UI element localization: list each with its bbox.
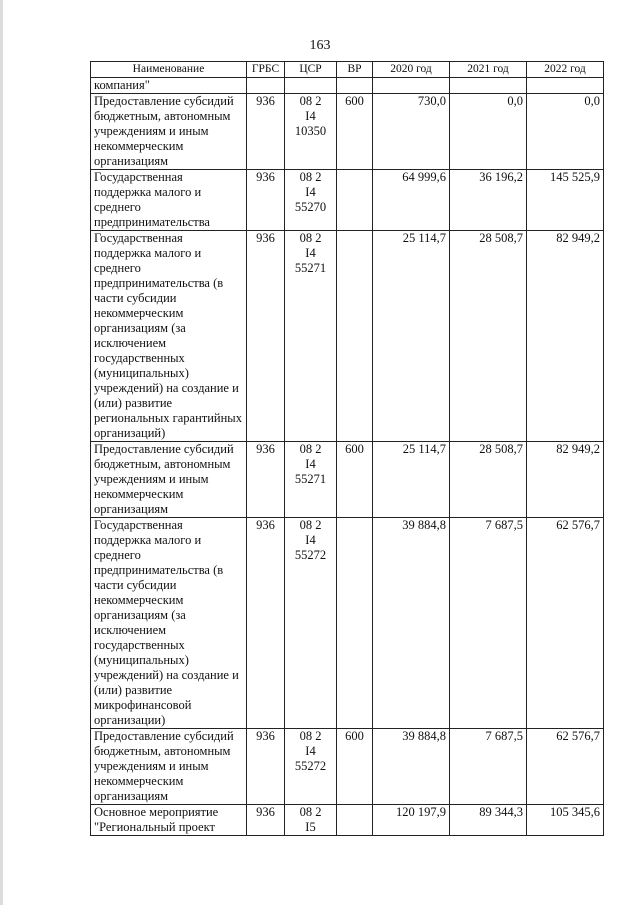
row-2022-cell: 62 576,7 — [527, 729, 604, 805]
row-2021-cell — [450, 78, 527, 94]
row-2022-cell: 0,0 — [527, 94, 604, 170]
row-2021-cell: 7 687,5 — [450, 518, 527, 729]
row-2021-cell: 89 344,3 — [450, 805, 527, 836]
row-2021-cell: 0,0 — [450, 94, 527, 170]
row-2022-cell — [527, 78, 604, 94]
column-header-2021: 2021 год — [450, 62, 527, 78]
row-grbs-cell: 936 — [247, 231, 285, 442]
csr-code-part: I5 — [305, 820, 316, 834]
page-number: 163 — [309, 38, 331, 53]
row-vr-cell: 600 — [337, 729, 373, 805]
column-header-csr: ЦСР — [285, 62, 337, 78]
row-2020-cell: 39 884,8 — [373, 729, 450, 805]
row-csr-cell — [285, 170, 337, 231]
csr-code-part: 08 2 — [299, 805, 322, 819]
row-2020-cell — [373, 78, 450, 94]
row-2022-cell: 105 345,6 — [527, 805, 604, 836]
row-csr-cell — [285, 518, 337, 729]
row-grbs-cell: 936 — [247, 518, 285, 729]
csr-code-part: 08 2 — [299, 518, 322, 532]
row-2021-cell: 7 687,5 — [450, 729, 527, 805]
row-grbs-cell: 936 — [247, 729, 285, 805]
csr-code-part: I4 — [305, 533, 316, 547]
table-body — [91, 78, 604, 836]
csr-code-part: I4 — [305, 109, 316, 123]
column-header-2020: 2020 год — [373, 62, 450, 78]
row-csr-cell — [285, 442, 337, 518]
column-header-name: Наименование — [91, 62, 247, 78]
row-vr-cell — [337, 78, 373, 94]
column-header-2022: 2022 год — [527, 62, 604, 78]
table-row — [91, 805, 604, 836]
row-name-cell: Предоставление субсидий бюджетным, автономным учреждениям и иным некоммерческим организациям — [91, 94, 247, 170]
row-name-cell: Государственная поддержка малого и среднего предпринимательства (в части субсидии некоммерческим организациям (за исключением государственных (муниципальных) учреждений) на создание и (или) развитие микрофинансовой организации) — [91, 518, 247, 729]
csr-code-part: 55272 — [294, 548, 327, 562]
csr-code-part: 08 2 — [299, 231, 322, 245]
table-row — [91, 78, 604, 94]
row-csr-cell — [285, 729, 337, 805]
csr-code-part: I4 — [305, 744, 316, 758]
row-grbs-cell — [247, 78, 285, 94]
row-2021-cell: 28 508,7 — [450, 442, 527, 518]
row-grbs-cell: 936 — [247, 94, 285, 170]
column-header-vr: ВР — [337, 62, 373, 78]
row-2020-cell: 25 114,7 — [373, 231, 450, 442]
csr-code-part: 08 2 — [299, 729, 322, 743]
column-header-grbs: ГРБС — [247, 62, 285, 78]
csr-code-part: 08 2 — [299, 170, 322, 184]
row-2022-cell: 82 949,2 — [527, 231, 604, 442]
table-row — [91, 442, 604, 518]
table-header-row — [91, 62, 604, 78]
table-row — [91, 94, 604, 170]
row-2021-cell: 36 196,2 — [450, 170, 527, 231]
csr-code-part: I4 — [305, 246, 316, 260]
csr-code-part: 55272 — [294, 759, 327, 773]
table-row — [91, 518, 604, 729]
row-2020-cell: 120 197,9 — [373, 805, 450, 836]
row-name-cell: компания" — [91, 78, 247, 94]
row-csr-cell — [285, 805, 337, 836]
row-2020-cell: 39 884,8 — [373, 518, 450, 729]
row-2021-cell: 28 508,7 — [450, 231, 527, 442]
row-csr-cell — [285, 231, 337, 442]
row-vr-cell: 600 — [337, 94, 373, 170]
csr-code-part: 55270 — [294, 200, 327, 214]
row-2020-cell: 25 114,7 — [373, 442, 450, 518]
row-2022-cell: 62 576,7 — [527, 518, 604, 729]
row-2022-cell: 82 949,2 — [527, 442, 604, 518]
csr-code-part: 10350 — [294, 124, 327, 138]
csr-code-part: I4 — [305, 457, 316, 471]
scan-edge — [0, 0, 3, 905]
row-vr-cell — [337, 170, 373, 231]
table-row — [91, 729, 604, 805]
csr-code-part: 55271 — [294, 472, 327, 486]
csr-code-part: 08 2 — [299, 442, 322, 456]
row-name-cell: Предоставление субсидий бюджетным, автономным учреждениям и иным некоммерческим организациям — [91, 442, 247, 518]
table-row — [91, 231, 604, 442]
row-grbs-cell: 936 — [247, 170, 285, 231]
row-grbs-cell: 936 — [247, 442, 285, 518]
budget-table — [90, 61, 604, 836]
row-vr-cell: 600 — [337, 442, 373, 518]
row-vr-cell — [337, 518, 373, 729]
row-name-cell: Государственная поддержка малого и среднего предпринимательства — [91, 170, 247, 231]
row-vr-cell — [337, 805, 373, 836]
row-grbs-cell: 936 — [247, 805, 285, 836]
row-2022-cell: 145 525,9 — [527, 170, 604, 231]
row-name-cell: Предоставление субсидий бюджетным, автономным учреждениям и иным некоммерческим организациям — [91, 729, 247, 805]
row-name-cell: Государственная поддержка малого и среднего предпринимательства (в части субсидии некоммерческим организациям (за исключением государственных (муниципальных) учреждений) на создание и (или) развитие региональных гарантийных организаций) — [91, 231, 247, 442]
row-2020-cell: 64 999,6 — [373, 170, 450, 231]
csr-code-part: 08 2 — [299, 94, 322, 108]
row-vr-cell — [337, 231, 373, 442]
table-row — [91, 170, 604, 231]
row-2020-cell: 730,0 — [373, 94, 450, 170]
row-name-cell: Основное мероприятие "Региональный проект — [91, 805, 247, 836]
row-csr-cell — [285, 78, 337, 94]
csr-code-part: 55271 — [294, 261, 327, 275]
csr-code-part: I4 — [305, 185, 316, 199]
row-csr-cell — [285, 94, 337, 170]
